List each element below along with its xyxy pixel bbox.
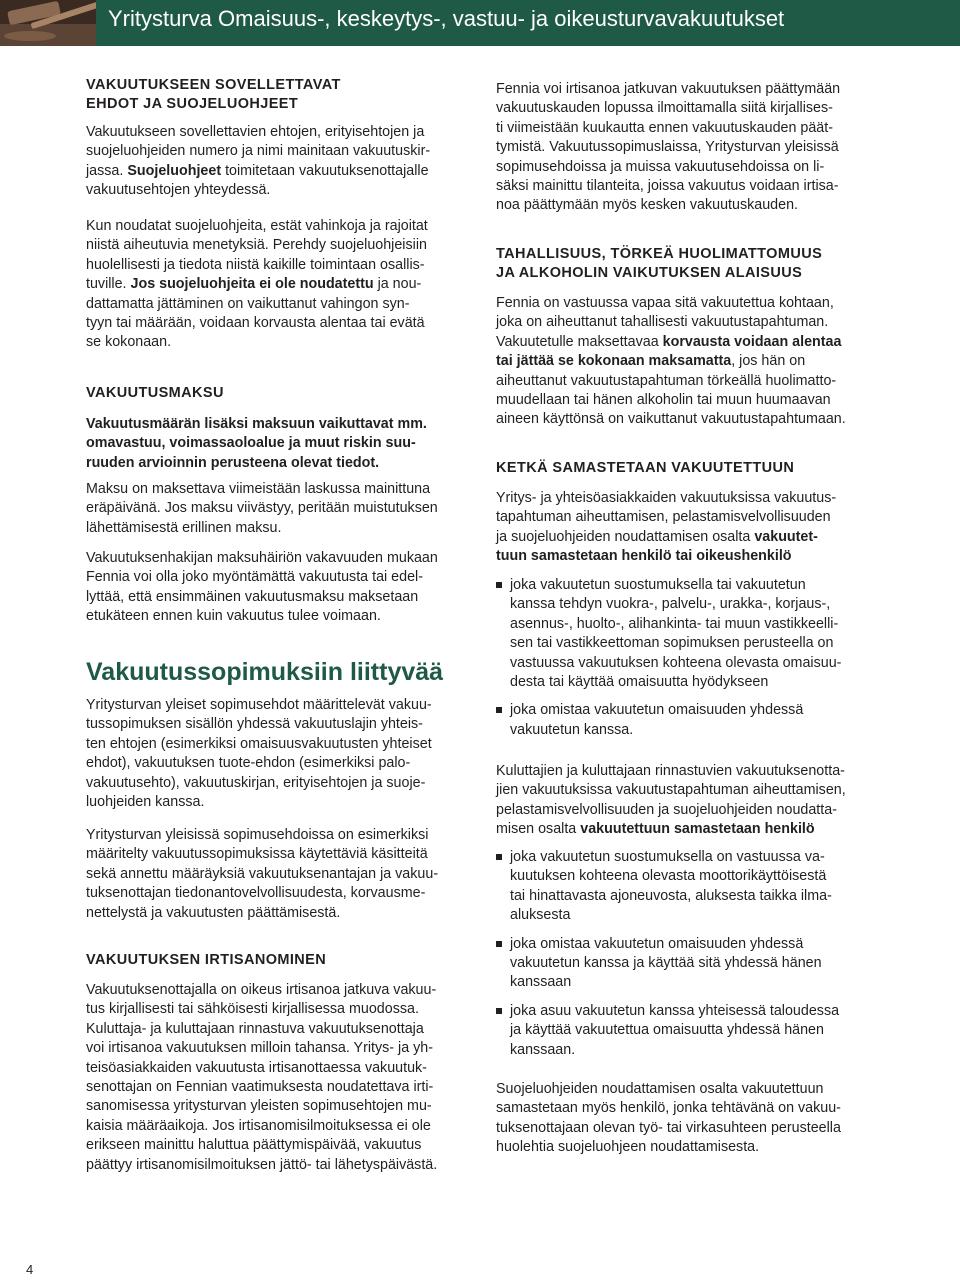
text-line: kanssaan. (510, 1041, 576, 1058)
text-line: tuksenottajaan olevan työ- tai virkasuhteen perusteella (496, 1119, 841, 1136)
text-line: tymistä. Vakuutussopimuslaissa, Yritysturvan yleisissä (496, 139, 839, 156)
bold-span: vakuutettuun samastetaan henkilö (580, 821, 815, 838)
text-line: voi irtisanoa vakuutuksen milloin tahansa. Yritys- ja yh- (86, 1040, 433, 1057)
paragraph (496, 489, 836, 567)
text-line: vakuutusehto), vakuutuskirjan, erityisehtojen ja suoje- (86, 774, 426, 791)
text-line: niistä aiheutuvia menetyksiä. Perehdy suojeluohjeisiin (86, 237, 427, 254)
text-line (496, 333, 846, 352)
text-line: säksi mainittu tilanteita, joissa vakuutus voidaan irtisa- (496, 178, 839, 195)
bullet-square-icon (496, 854, 502, 860)
list-item (496, 576, 866, 692)
text-line: joka vakuutetun suostumuksella on vastuussa va- (510, 849, 825, 865)
text-line: omavastuu, voimassaoloalue ja muut riskin suu- (86, 435, 416, 452)
text-line: desta tai käyttää omaisuutta hyödykseen (510, 674, 769, 691)
header-bar (0, 0, 960, 46)
text-line: sen tai vastikkeettoman sopimuksen perusteella on (510, 635, 834, 652)
text-line: se kokonaan. (86, 334, 172, 351)
bold-span: korvausta voidaan alentaa (662, 333, 842, 350)
text-line: dattamatta jättäminen on vaikuttanut vahingon syn- (86, 295, 410, 312)
text-line (496, 820, 846, 839)
text-line: tapahtuman aiheuttamisen, pelastamisvelvollisuuden (496, 509, 831, 526)
text-line: suojeluohjeiden numero ja nimi mainitaan vakuutuskir- (86, 143, 431, 160)
text-line: joka omistaa vakuutetun omaisuuden yhdessä (510, 702, 804, 719)
text-line: Kun noudatat suojeluohjeita, estät vahinkoja ja rajoitat (86, 218, 428, 234)
text-line: Yritysturvan yleiset sopimusehdot määrittelevät vakuu- (86, 697, 432, 713)
text-line: Vakuutuksenhakijan maksuhäiriön vakavuuden mukaan (86, 550, 438, 566)
text-line: Kuluttajien ja kuluttajaan rinnastuvien vakuutuksenotta- (496, 763, 845, 779)
text-line: vakuutetun kanssa. (510, 721, 634, 738)
text-line: ruuden arvioinnin perusteena olevat tiedot. (86, 454, 380, 471)
text-line: ja käyttää vakuutettua omaisuutta yhdessä hänen (510, 1022, 824, 1039)
text-line: lähettämisestä erillinen maksu. (86, 519, 282, 536)
page-number: 4 (26, 1262, 34, 1277)
section-heading-irtisanominen: VAKUUTUKSEN IRTISANOMINEN (86, 952, 327, 968)
text-line: joka asuu vakuutetun kanssa yhteisessä taloudessa (510, 1002, 840, 1019)
bullet-square-icon (496, 1008, 502, 1014)
text-line: päättyy irtisanomisilmoituksen jättö- tai lähetyspäivästä. (86, 1156, 438, 1173)
text-span: , jos hän on (731, 353, 806, 370)
text-line: muudellaan tai hänen alkoholin tai muun huumaavan (496, 392, 831, 409)
text-line: asennus-, huolto-, alihankinta- tai muun vastikkeelli- (510, 615, 839, 632)
header-title (108, 5, 784, 33)
text-line: vakuutusehtojen yhteydessä. (86, 182, 271, 199)
text-line: määritelty vakuutussopimuksissa käytettäviä käsitteitä (86, 846, 428, 863)
paragraph (496, 1080, 841, 1158)
paragraph (86, 217, 428, 353)
text-line: aluksesta (510, 907, 571, 924)
list-item (496, 701, 866, 740)
text-line: Maksu on maksettava viimeistään laskussa mainittuna (86, 481, 431, 497)
text-line: aineen käyttönsä on vaikuttanut vakuutustapahtumaan. (496, 411, 846, 428)
text-line: Suojeluohjeiden noudattamisen osalta vakuutettuun (496, 1081, 824, 1097)
text-line: Vakuutukseen sovellettavien ehtojen, erityisehtojen ja (86, 124, 425, 140)
text-line: kanssa tehdyn vuokra-, palvelu-, urakka-, korjaus-, (510, 596, 831, 613)
text-line: kaisia määräaikoja. Jos irtisanomisilmoituksessa ei ole (86, 1117, 431, 1134)
text-span: toimitetaan vakuutuksenottajalle (225, 162, 429, 179)
bold-span: Suojeluohjeet (127, 162, 222, 179)
bullet-list (496, 576, 866, 740)
gavel-icon (0, 0, 96, 46)
text-line: noa päättymään myös kesken vakuutuskauden. (496, 197, 799, 214)
bold-span: tai jättää se kokonaan maksamatta (496, 353, 732, 370)
section-heading-vakuutusmaksu: VAKUUTUSMAKSU (86, 385, 224, 401)
text-line: sanomisessa yritysturvan yleisten sopimusehtojen mu- (86, 1098, 432, 1115)
paragraph (86, 981, 437, 1175)
text-line: samastetaan myös henkilö, jonka tehtävänä on vakuu- (496, 1100, 841, 1117)
text-line (496, 352, 846, 371)
bold-span: vakuutet- (754, 528, 818, 545)
text-line: ehdot), vakuutuksen tuote-ehdon (esimerkiksi palo- (86, 755, 411, 772)
text-line: Vakuutusmäärän lisäksi maksuun vaikuttavat mm. (86, 416, 427, 432)
text-line (496, 528, 836, 547)
text-line: sopimusehdoissa ja muissa vakuutusehdoissa on li- (496, 158, 825, 175)
paragraph (86, 826, 438, 923)
text-line: Fennia voi olla joko myöntämättä vakuutusta tai edel- (86, 569, 423, 586)
paragraph (86, 123, 430, 201)
heading-line: EHDOT JA SUOJELUOHJEET (86, 96, 299, 112)
text-line: nettelystä ja vakuutusten päättämisestä. (86, 904, 341, 921)
section-heading-ehdot (86, 76, 341, 114)
text-span: ja nou- (377, 276, 422, 293)
text-line (496, 547, 836, 566)
text-line: ti viimeistään kuukautta ennen vakuutuskauden päät- (496, 119, 833, 136)
text-span: misen osalta (496, 821, 577, 838)
text-line: jien vakuutuksissa vakuutustapahtuman aiheuttamisen, (496, 782, 846, 799)
list-item (496, 1002, 866, 1060)
text-line: kuutuksen kohteena olevasta moottorikäyttöisestä (510, 868, 827, 885)
list-item (496, 935, 866, 993)
text-line: Fennia on vastuussa vapaa sitä vakuutettua kohtaan, (496, 295, 834, 311)
text-line: joka vakuutetun suostumuksella tai vakuutetun (510, 577, 806, 593)
paragraph (86, 480, 438, 538)
text-line: joka omistaa vakuutetun omaisuuden yhdessä (510, 935, 804, 952)
paragraph (496, 80, 840, 216)
text-line: Vakuutuksenottajalla on oikeus irtisanoa jatkuva vakuu- (86, 982, 437, 998)
paragraph-bold (86, 415, 427, 473)
text-span: tuville. (86, 276, 127, 293)
header-title-brand: Yritysturva (108, 6, 212, 31)
text-line: joka on aiheuttanut tahallisesti vakuutustapahtuman. (496, 314, 829, 331)
text-line (86, 162, 430, 181)
text-line: tyyn tai määrään, voidaan korvausta alentaa tai evätä (86, 315, 425, 332)
text-line: eräpäivänä. Jos maksu viivästyy, peritään muistutuksen (86, 500, 438, 517)
text-line: luohjeiden kanssa. (86, 794, 205, 811)
text-span: Vakuutetulle maksettavaa (496, 333, 659, 350)
text-span: ja suojeluohjeiden noudattamisen osalta (496, 528, 751, 545)
text-line: kanssaan (510, 974, 572, 991)
text-line: vakuutetun kanssa ja käyttää sitä yhdessä hänen (510, 955, 822, 972)
heading-line: TAHALLISUUS, TÖRKEÄ HUOLIMATTOMUUS (496, 246, 823, 262)
paragraph (496, 762, 846, 840)
section-heading-samastetaan: KETKÄ SAMASTETAAN VAKUUTETTUUN (496, 460, 795, 476)
paragraph (86, 696, 432, 812)
text-line: tussopimuksen sisällön yhdessä vakuutuslajin yhteis- (86, 716, 423, 733)
header-title-subtitle: Omaisuus-, keskeytys-, vastuu- ja oikeusturvavakuutukset (218, 6, 785, 31)
text-line: vastuussa vakuutuksen kohteena olevasta omaisuu- (510, 654, 842, 671)
text-line: huolellisesti ja tiedota niistä kaikille toimintaan osallis- (86, 256, 425, 273)
bold-span: Jos suojeluohjeita ei ole noudatettu (130, 276, 374, 293)
text-span: jassa. (86, 162, 124, 179)
bullet-square-icon (496, 707, 502, 713)
bullet-list (496, 848, 866, 1060)
text-line: tus kirjallisesti tai sähköisesti kirjallisessa muodossa. (86, 1001, 419, 1018)
text-line: senottajan on Fennian vaatimuksesta noudatettava irti- (86, 1079, 434, 1096)
text-line: Yritys- ja yhteisöasiakkaiden vakuutuksissa vakuutus- (496, 490, 837, 506)
paragraph (86, 549, 438, 627)
text-line: tai hinattavasta ajoneuvosta, aluksesta taikka ilma- (510, 887, 832, 904)
text-line: aiheuttanut vakuutustapahtuman törkeällä huolimatto- (496, 372, 837, 389)
paragraph (496, 294, 846, 430)
text-line (86, 275, 428, 294)
bold-span: tuun samastetaan henkilö tai oikeushenkilö (496, 548, 792, 565)
text-line: Fennia voi irtisanoa jatkuvan vakuutuksen päättymään (496, 81, 841, 97)
text-line: teisöasiakkaiden vakuutusta irtisanottaessa vakuutuk- (86, 1059, 427, 1076)
bullet-square-icon (496, 941, 502, 947)
text-line: lyttää, että ensimmäinen vakuutusmaksu maksetaan (86, 588, 419, 605)
text-line: etukäteen ennen kuin vakuutus tulee voimaan. (86, 608, 381, 625)
list-item (496, 848, 866, 926)
section-heading-tahallisuus (496, 245, 822, 283)
text-line: vakuutuskauden lopussa ilmoittamalla siitä kirjallises- (496, 100, 833, 117)
bullet-square-icon (496, 582, 502, 588)
heading-line: JA ALKOHOLIN VAIKUTUKSEN ALAISUUS (496, 265, 803, 281)
text-line: Kuluttaja- ja kuluttajaan rinnastuva vakuutuksenottaja (86, 1020, 424, 1037)
text-line: erikseen mainittu haluttua päättymispäivää, vakuutus (86, 1137, 422, 1154)
text-line: Yritysturvan yleisissä sopimusehdoissa on esimerkiksi (86, 827, 429, 843)
text-line: huolehtia suojeluohjeen noudattamisesta. (496, 1139, 760, 1156)
text-line: pelastamisvelvollisuuden ja suojeluohjeiden noudatta- (496, 801, 837, 818)
text-line: ten ehtojen (esimerkiksi omaisuusvakuutusten yhteiset (86, 735, 432, 752)
section-title-vakuutussopimuksiin: Vakuutussopimuksiin liittyvää (86, 658, 444, 686)
text-line: tuksenottajan tiedonantovelvollisuudesta, korvausme- (86, 885, 426, 902)
heading-line: VAKUUTUKSEEN SOVELLETTAVAT (86, 77, 341, 93)
text-line: sekä annettu määräyksiä vakuutuksenantajan ja vakuu- (86, 865, 439, 882)
